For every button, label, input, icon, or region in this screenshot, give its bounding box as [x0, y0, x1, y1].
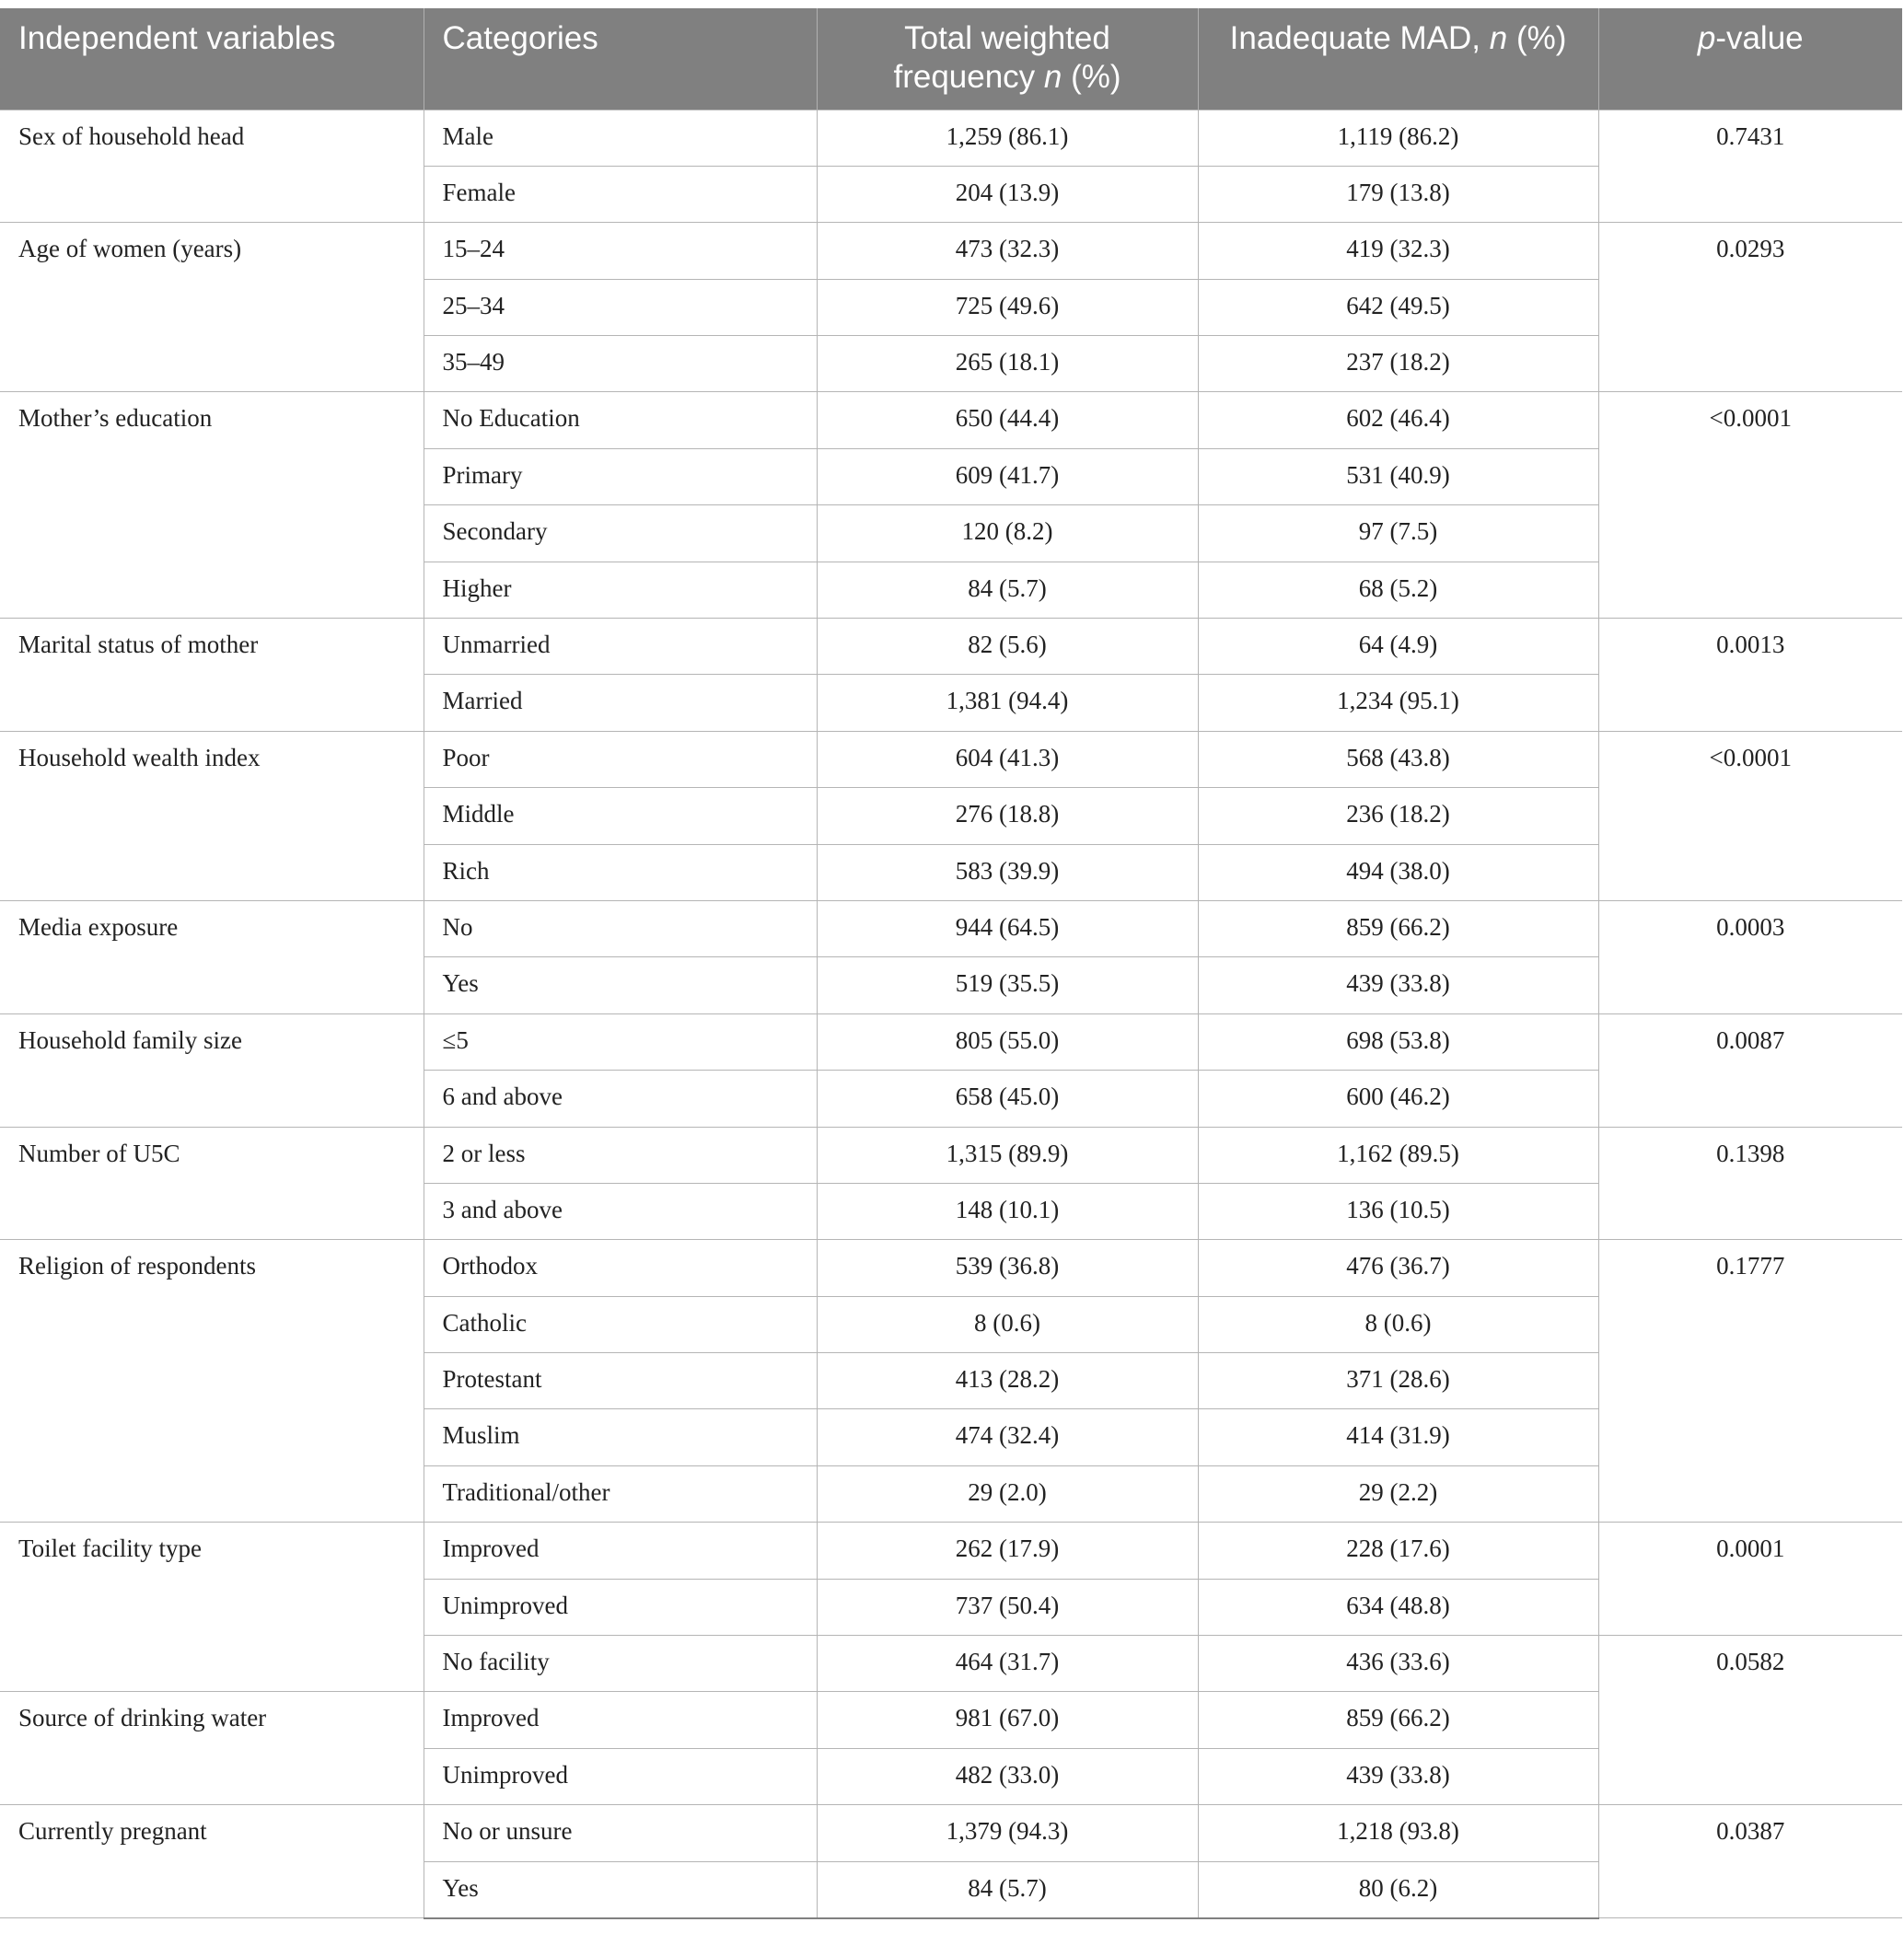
inadequate-cell: 1,234 (95.1): [1198, 675, 1598, 731]
inadequate-cell: 494 (38.0): [1198, 844, 1598, 900]
inadequate-cell: 228 (17.6): [1198, 1523, 1598, 1579]
total-cell: 737 (50.4): [817, 1579, 1198, 1635]
total-cell: 148 (10.1): [817, 1183, 1198, 1239]
inadequate-cell: 439 (33.8): [1198, 1748, 1598, 1804]
table-row: [0, 110, 1902, 166]
p-value-cell: 0.7431: [1598, 110, 1902, 223]
inadequate-cell: 602 (46.4): [1198, 392, 1598, 448]
total-cell: 604 (41.3): [817, 731, 1198, 787]
inadequate-cell: 237 (18.2): [1198, 336, 1598, 392]
table-body: [0, 110, 1902, 1918]
variable-cell: Source of drinking water: [0, 1692, 424, 1805]
total-cell: 539 (36.8): [817, 1240, 1198, 1296]
category-cell: 3 and above: [424, 1183, 817, 1239]
inadequate-cell: 1,119 (86.2): [1198, 110, 1598, 166]
category-cell: ≤5: [424, 1013, 817, 1070]
header-total-weighted-frequency: Total weighted frequency n (%): [817, 8, 1198, 110]
inadequate-cell: 698 (53.8): [1198, 1013, 1598, 1070]
inadequate-cell: 179 (13.8): [1198, 166, 1598, 222]
inadequate-cell: 859 (66.2): [1198, 1692, 1598, 1748]
total-cell: 120 (8.2): [817, 505, 1198, 562]
category-cell: Male: [424, 110, 817, 166]
p-value-cell: 0.0582: [1598, 1636, 1902, 1805]
category-cell: 2 or less: [424, 1127, 817, 1183]
total-cell: 473 (32.3): [817, 223, 1198, 279]
inadequate-cell: 80 (6.2): [1198, 1861, 1598, 1917]
total-cell: 1,381 (94.4): [817, 675, 1198, 731]
category-cell: Traditional/other: [424, 1465, 817, 1522]
category-cell: Muslim: [424, 1409, 817, 1465]
total-cell: 944 (64.5): [817, 900, 1198, 956]
variable-cell: Mother’s education: [0, 392, 424, 619]
category-cell: Improved: [424, 1692, 817, 1748]
inadequate-cell: 436 (33.6): [1198, 1636, 1598, 1692]
total-cell: 805 (55.0): [817, 1013, 1198, 1070]
inadequate-cell: 136 (10.5): [1198, 1183, 1598, 1239]
inadequate-cell: 642 (49.5): [1198, 279, 1598, 335]
total-cell: 464 (31.7): [817, 1636, 1198, 1692]
table-header: [0, 8, 1902, 110]
p-value-cell: 0.0003: [1598, 900, 1902, 1013]
p-value-cell: 0.1777: [1598, 1240, 1902, 1523]
category-cell: Catholic: [424, 1296, 817, 1352]
category-cell: 15–24: [424, 223, 817, 279]
category-cell: No or unsure: [424, 1805, 817, 1861]
category-cell: Rich: [424, 844, 817, 900]
variable-cell: Sex of household head: [0, 110, 424, 223]
category-cell: Improved: [424, 1523, 817, 1579]
category-cell: Middle: [424, 788, 817, 844]
header-p-value: p-value: [1598, 8, 1902, 110]
total-cell: 276 (18.8): [817, 788, 1198, 844]
data-table: [0, 8, 1902, 1919]
total-cell: 583 (39.9): [817, 844, 1198, 900]
category-cell: 25–34: [424, 279, 817, 335]
inadequate-cell: 600 (46.2): [1198, 1071, 1598, 1127]
p-value-cell: <0.0001: [1598, 392, 1902, 619]
total-cell: 262 (17.9): [817, 1523, 1198, 1579]
category-cell: Primary: [424, 448, 817, 504]
total-cell: 29 (2.0): [817, 1465, 1198, 1522]
inadequate-cell: 29 (2.2): [1198, 1465, 1598, 1522]
variable-cell: Marital status of mother: [0, 619, 424, 732]
inadequate-cell: 1,162 (89.5): [1198, 1127, 1598, 1183]
p-value-cell: 0.0293: [1598, 223, 1902, 392]
inadequate-cell: 236 (18.2): [1198, 788, 1598, 844]
category-cell: Secondary: [424, 505, 817, 562]
inadequate-cell: 414 (31.9): [1198, 1409, 1598, 1465]
category-cell: No facility: [424, 1636, 817, 1692]
inadequate-cell: 531 (40.9): [1198, 448, 1598, 504]
category-cell: Married: [424, 675, 817, 731]
p-value-cell: 0.1398: [1598, 1127, 1902, 1240]
total-cell: 981 (67.0): [817, 1692, 1198, 1748]
category-cell: Poor: [424, 731, 817, 787]
total-cell: 1,259 (86.1): [817, 110, 1198, 166]
total-cell: 1,379 (94.3): [817, 1805, 1198, 1861]
total-cell: 204 (13.9): [817, 166, 1198, 222]
table-row: [0, 1523, 1902, 1579]
inadequate-cell: 859 (66.2): [1198, 900, 1598, 956]
total-cell: 519 (35.5): [817, 957, 1198, 1013]
category-cell: 35–49: [424, 336, 817, 392]
total-cell: 84 (5.7): [817, 1861, 1198, 1917]
category-cell: Unmarried: [424, 619, 817, 675]
inadequate-cell: 476 (36.7): [1198, 1240, 1598, 1296]
category-cell: Unimproved: [424, 1748, 817, 1804]
inadequate-cell: 439 (33.8): [1198, 957, 1598, 1013]
table-row: [0, 619, 1902, 675]
p-value-cell: 0.0387: [1598, 1805, 1902, 1918]
table-row: [0, 731, 1902, 787]
p-value-cell: 0.0013: [1598, 619, 1902, 732]
variable-cell: Religion of respondents: [0, 1240, 424, 1523]
variable-cell: Currently pregnant: [0, 1805, 424, 1918]
total-cell: 609 (41.7): [817, 448, 1198, 504]
variable-cell: Household family size: [0, 1013, 424, 1127]
category-cell: Orthodox: [424, 1240, 817, 1296]
total-cell: 82 (5.6): [817, 619, 1198, 675]
category-cell: Unimproved: [424, 1579, 817, 1635]
inadequate-cell: 97 (7.5): [1198, 505, 1598, 562]
inadequate-cell: 634 (48.8): [1198, 1579, 1598, 1635]
table-row: [0, 1240, 1902, 1296]
table-row: [0, 900, 1902, 956]
total-cell: 8 (0.6): [817, 1296, 1198, 1352]
table-row: [0, 223, 1902, 279]
total-cell: 84 (5.7): [817, 562, 1198, 618]
p-value-cell: 0.0001: [1598, 1523, 1902, 1636]
table-row: [0, 1013, 1902, 1070]
category-cell: Yes: [424, 1861, 817, 1917]
category-cell: Female: [424, 166, 817, 222]
p-value-cell: 0.0087: [1598, 1013, 1902, 1127]
category-cell: Yes: [424, 957, 817, 1013]
variable-cell: Toilet facility type: [0, 1523, 424, 1692]
table-row: [0, 1127, 1902, 1183]
inadequate-cell: 419 (32.3): [1198, 223, 1598, 279]
p-value-cell: <0.0001: [1598, 731, 1902, 900]
total-cell: 474 (32.4): [817, 1409, 1198, 1465]
variable-cell: Household wealth index: [0, 731, 424, 900]
category-cell: 6 and above: [424, 1071, 817, 1127]
inadequate-cell: 568 (43.8): [1198, 731, 1598, 787]
total-cell: 725 (49.6): [817, 279, 1198, 335]
total-cell: 658 (45.0): [817, 1071, 1198, 1127]
table-row: [0, 392, 1902, 448]
category-cell: No: [424, 900, 817, 956]
header-inadequate-mad: Inadequate MAD, n (%): [1198, 8, 1598, 110]
inadequate-cell: 68 (5.2): [1198, 562, 1598, 618]
total-cell: 650 (44.4): [817, 392, 1198, 448]
variable-cell: Media exposure: [0, 900, 424, 1013]
inadequate-cell: 1,218 (93.8): [1198, 1805, 1598, 1861]
inadequate-cell: 8 (0.6): [1198, 1296, 1598, 1352]
inadequate-cell: 64 (4.9): [1198, 619, 1598, 675]
category-cell: No Education: [424, 392, 817, 448]
header-independent-variables: Independent variables: [0, 8, 424, 110]
total-cell: 1,315 (89.9): [817, 1127, 1198, 1183]
table-row: [0, 1805, 1902, 1861]
total-cell: 413 (28.2): [817, 1353, 1198, 1409]
header-categories: Categories: [424, 8, 817, 110]
category-cell: Higher: [424, 562, 817, 618]
variable-cell: Number of U5C: [0, 1127, 424, 1240]
total-cell: 265 (18.1): [817, 336, 1198, 392]
variable-cell: Age of women (years): [0, 223, 424, 392]
inadequate-cell: 371 (28.6): [1198, 1353, 1598, 1409]
header-row: [0, 8, 1902, 110]
total-cell: 482 (33.0): [817, 1748, 1198, 1804]
category-cell: Protestant: [424, 1353, 817, 1409]
